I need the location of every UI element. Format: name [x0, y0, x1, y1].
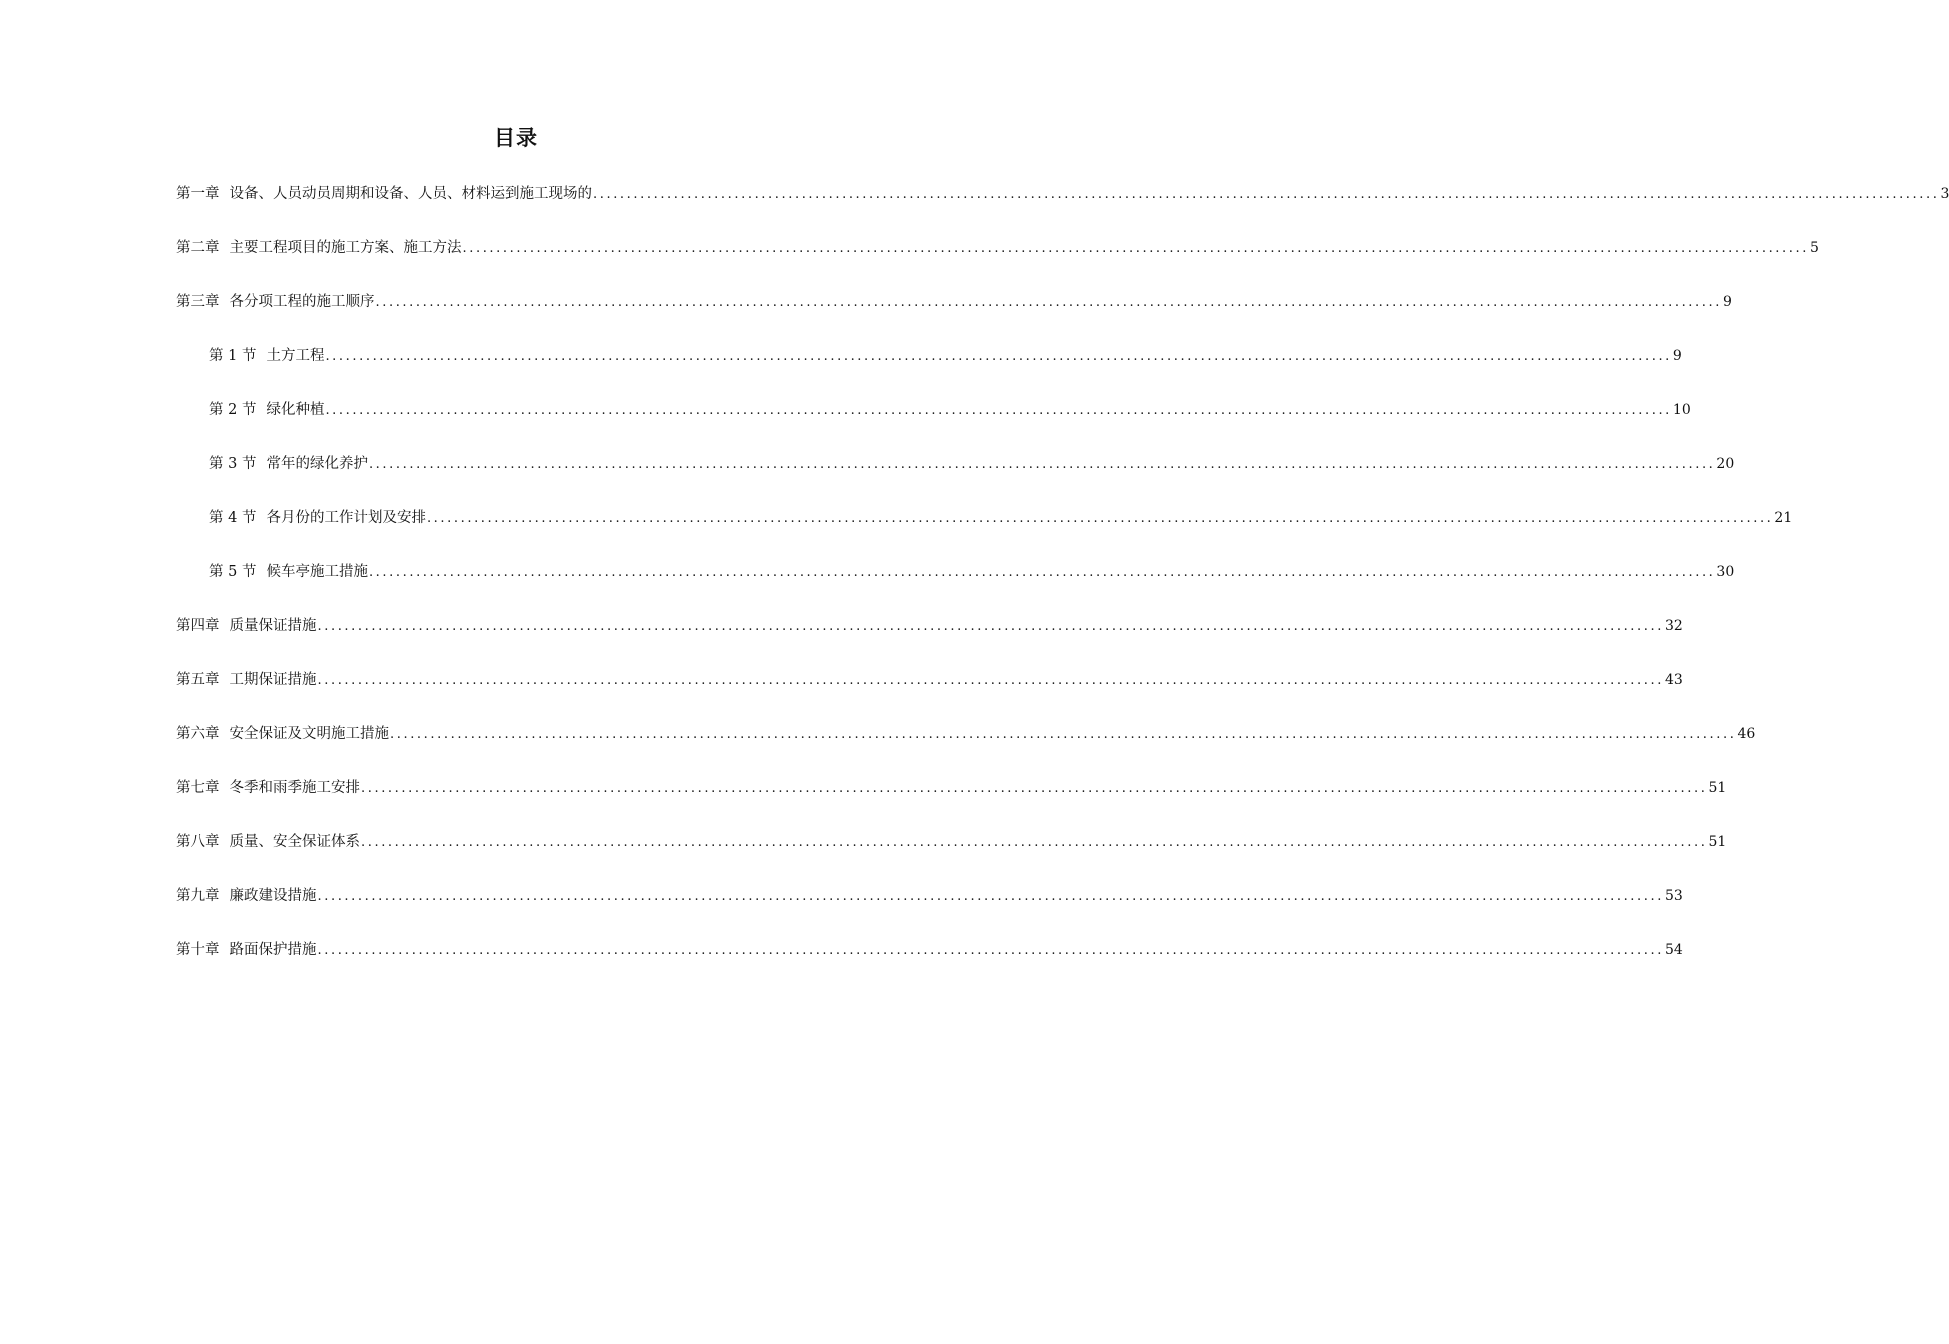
- toc-page-number: 54: [1664, 942, 1683, 958]
- toc-dot-leader: ........................................................................................................................................................................................................: [368, 565, 1716, 580]
- toc-entry-label: [176, 776, 360, 797]
- table-of-contents: [176, 182, 1949, 992]
- toc-entry-label: [176, 884, 317, 905]
- toc-page-number: 51: [1708, 780, 1727, 796]
- toc-dot-leader: ........................................................................................................................................................................................................: [390, 727, 1737, 742]
- toc-dot-leader: ........................................................................................................................................................................................................: [375, 295, 1722, 310]
- toc-page-number: 30: [1716, 564, 1735, 580]
- toc-dot-leader: ........................................................................................................................................................................................................: [361, 781, 1708, 796]
- toc-dot-leader: ........................................................................................................................................................................................................: [462, 241, 1809, 256]
- toc-dot-leader: ........................................................................................................................................................................................................: [426, 511, 1774, 526]
- toc-chapter-entry[interactable]: [176, 236, 1819, 290]
- toc-chapter-entry[interactable]: [176, 830, 1727, 884]
- toc-entry-title: 各分项工程的施工顺序: [229, 294, 375, 310]
- toc-entry-number: 第 5 节: [209, 564, 257, 580]
- toc-entry-number: 第四章: [176, 618, 220, 634]
- toc-chapter-entry[interactable]: [176, 614, 1683, 668]
- toc-entry-number: 第八章: [176, 834, 220, 850]
- toc-page-number: 5: [1809, 240, 1819, 256]
- toc-entry-number: 第九章: [176, 888, 220, 904]
- toc-dot-leader: ........................................................................................................................................................................................................: [317, 619, 1664, 634]
- toc-entry-title: 主要工程项目的施工方案、施工方法: [229, 240, 462, 256]
- toc-dot-leader: ........................................................................................................................................................................................................: [361, 835, 1708, 850]
- toc-entry-label: [176, 614, 317, 635]
- toc-entry-title: 冬季和雨季施工安排: [229, 780, 360, 796]
- toc-section-entry[interactable]: [176, 452, 1735, 506]
- toc-entry-number: 第 2 节: [209, 402, 257, 418]
- toc-entry-number: 第五章: [176, 672, 220, 688]
- toc-entry-label: [176, 236, 462, 257]
- toc-section-entry[interactable]: [176, 344, 1682, 398]
- toc-entry-number: 第六章: [176, 726, 220, 742]
- toc-entry-number: 第七章: [176, 780, 220, 796]
- toc-entry-label: [176, 722, 389, 743]
- toc-entry-label: [209, 344, 324, 365]
- toc-section-entry[interactable]: [176, 506, 1793, 560]
- toc-entry-number: 第二章: [176, 240, 220, 256]
- toc-entry-number: 第 4 节: [209, 510, 257, 526]
- toc-entry-label: [176, 830, 360, 851]
- toc-entry-number: 第 1 节: [209, 348, 257, 364]
- toc-entry-title: 绿化种植: [266, 402, 325, 418]
- toc-entry-label: [209, 398, 324, 419]
- toc-dot-leader: ........................................................................................................................................................................................................: [317, 673, 1664, 688]
- toc-dot-leader: ........................................................................................................................................................................................................: [368, 457, 1716, 472]
- toc-entry-title: 土方工程: [266, 348, 325, 364]
- toc-dot-leader: ........................................................................................................................................................................................................: [593, 187, 1940, 202]
- toc-page-number: 32: [1664, 618, 1683, 634]
- toc-entry-label: [176, 182, 592, 203]
- toc-chapter-entry[interactable]: [176, 938, 1683, 992]
- toc-entry-label: [209, 560, 368, 581]
- toc-entry-number: 第三章: [176, 294, 220, 310]
- toc-entry-title: 设备、人员动员周期和设备、人员、材料运到施工现场的: [229, 186, 592, 202]
- toc-entry-title: 廉政建设措施: [229, 888, 317, 904]
- toc-page-number: 21: [1774, 510, 1793, 526]
- toc-page-number: 10: [1672, 402, 1691, 418]
- toc-page-number: 3: [1940, 186, 1949, 202]
- toc-chapter-entry[interactable]: [176, 182, 1949, 236]
- toc-dot-leader: ........................................................................................................................................................................................................: [325, 349, 1672, 364]
- toc-chapter-entry[interactable]: [176, 722, 1756, 776]
- toc-chapter-entry[interactable]: [176, 290, 1732, 344]
- toc-page-number: 53: [1664, 888, 1683, 904]
- toc-entry-title: 质量保证措施: [229, 618, 317, 634]
- toc-page-number: 46: [1737, 726, 1756, 742]
- toc-entry-label: [209, 506, 426, 527]
- toc-entry-number: 第 3 节: [209, 456, 257, 472]
- toc-section-entry[interactable]: [176, 560, 1735, 614]
- toc-page-number: 51: [1708, 834, 1727, 850]
- toc-page-number: 9: [1672, 348, 1682, 364]
- toc-entry-title: 工期保证措施: [229, 672, 317, 688]
- toc-entry-label: [176, 938, 317, 959]
- toc-dot-leader: ........................................................................................................................................................................................................: [325, 403, 1672, 418]
- toc-entry-title: 候车亭施工措施: [266, 564, 368, 580]
- toc-entry-title: 各月份的工作计划及安排: [266, 510, 426, 526]
- toc-entry-title: 常年的绿化养护: [266, 456, 368, 472]
- toc-entry-title: 安全保证及文明施工措施: [229, 726, 389, 742]
- toc-chapter-entry[interactable]: [176, 884, 1683, 938]
- toc-entry-label: [209, 452, 368, 473]
- toc-page-number: 20: [1716, 456, 1735, 472]
- toc-chapter-entry[interactable]: [176, 668, 1683, 722]
- toc-entry-label: [176, 290, 375, 311]
- toc-chapter-entry[interactable]: [176, 776, 1727, 830]
- toc-entry-title: 质量、安全保证体系: [229, 834, 360, 850]
- toc-entry-number: 第一章: [176, 186, 220, 202]
- toc-dot-leader: ........................................................................................................................................................................................................: [317, 889, 1664, 904]
- toc-page-number: 9: [1722, 294, 1732, 310]
- page-title: 目录: [494, 126, 538, 150]
- toc-section-entry[interactable]: [176, 398, 1691, 452]
- toc-entry-number: 第十章: [176, 942, 220, 958]
- toc-dot-leader: ........................................................................................................................................................................................................: [317, 943, 1664, 958]
- toc-entry-title: 路面保护措施: [229, 942, 317, 958]
- toc-page-number: 43: [1664, 672, 1683, 688]
- toc-entry-label: [176, 668, 317, 689]
